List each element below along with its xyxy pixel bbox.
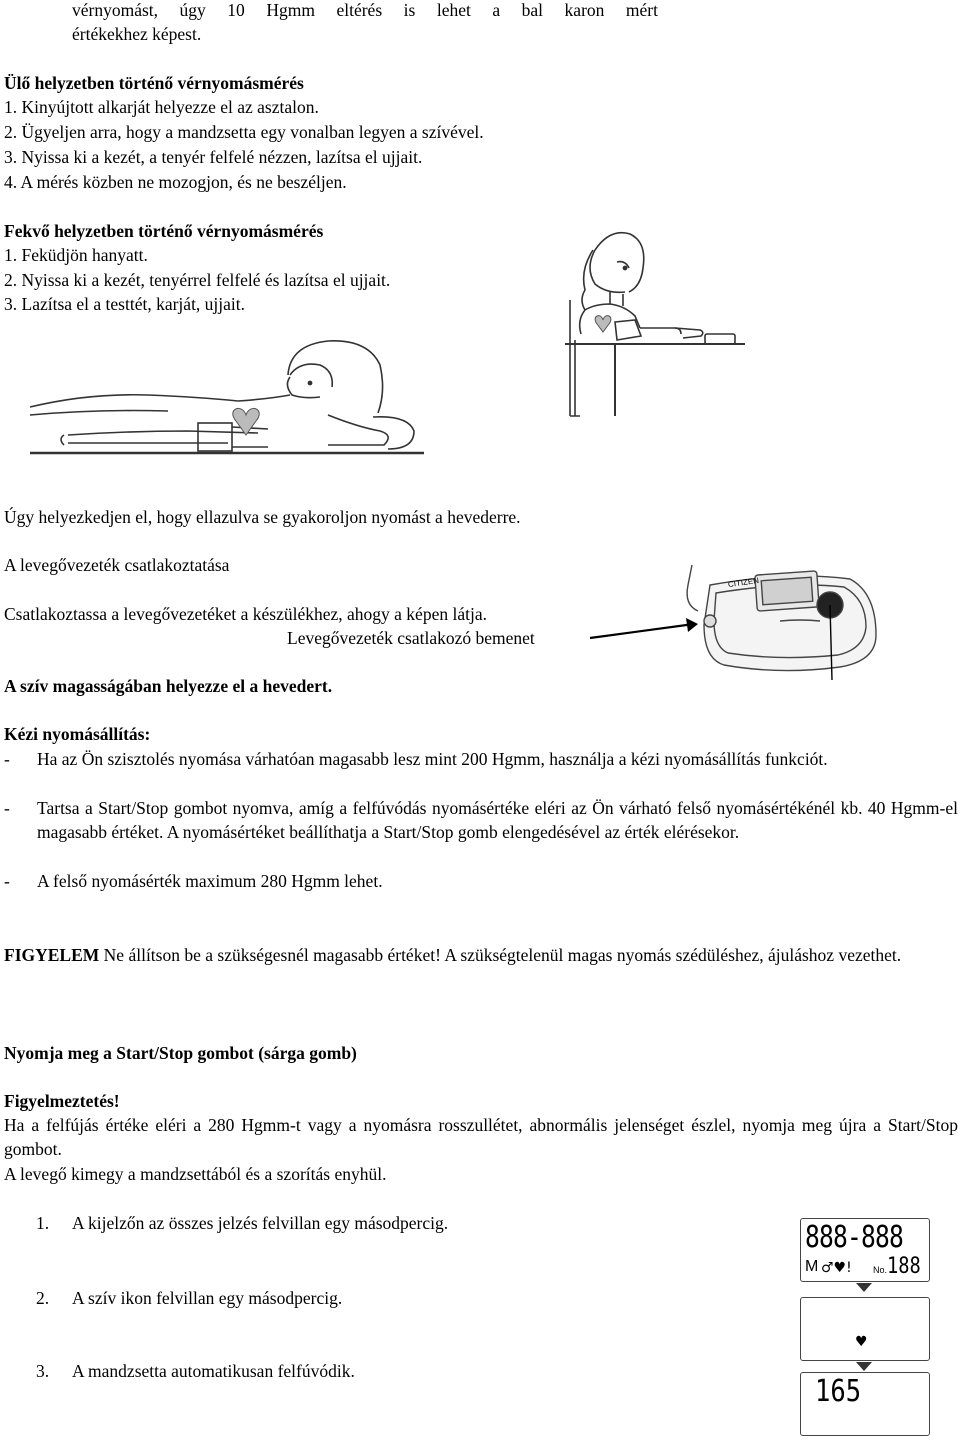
caution-title: Figyelmeztetés! — [4, 1091, 120, 1111]
intro-line-2: értékekhez képest. — [72, 24, 202, 44]
sitting-illustration — [555, 220, 755, 420]
lcd-memory-symbol: M — [805, 1258, 819, 1275]
lying-step-1: 1. Feküdjön hanyatt. — [4, 245, 148, 265]
sitting-step-2: 2. Ügyeljen arra, hogy a mandzsetta egy vonalban legyen a szívével. — [4, 122, 484, 142]
warning-paragraph — [4, 943, 954, 967]
manual-title: Kézi nyomásállítás: — [4, 724, 151, 744]
sitting-step-4: 4. A mérés közben ne mozogjon, és ne beszéljen. — [4, 172, 347, 192]
caution-text: Ha a felfújás értéke eléri a 280 Hgmm-t vagy a nyomásra rosszullétet, abnormális jelenséget észlel, nyomja meg újra a Start/Stop gombot. — [4, 1115, 958, 1159]
sequence-text-2: A szív ikon felvillan egy másodpercig. — [72, 1288, 343, 1308]
device-brand: CITIZEN — [727, 575, 760, 590]
lcd-no-label: No. — [873, 1265, 888, 1275]
arrow-down-icon — [856, 1362, 872, 1372]
lcd-display-all-segments — [800, 1218, 930, 1282]
air-tube-text: Csatlakoztassa a levegővezetéket a készülékhez, ahogy a képen látja. — [4, 604, 487, 624]
sitting-step-3: 3. Nyissa ki a kezét, a tenyér felfelé nézzen, lazítsa el ujjait. — [4, 147, 423, 167]
warning-label: FIGYELEM — [4, 945, 100, 965]
lcd-heart-icon: ♥ — [855, 1334, 868, 1350]
lcd-display-heart — [800, 1297, 930, 1361]
sequence-text-1: A kijelzőn az összes jelzés felvillan egy másodpercig. — [72, 1213, 449, 1233]
sequence-text-3: A mandzsetta automatikusan felfúvódik. — [72, 1361, 355, 1381]
device-illustration — [680, 565, 880, 680]
manual-item-1: - Ha az Ön szisztolés nyomása várhatóan magasabb lesz mint 200 Hgmm, használja a kézi nyomásállítás funkciót. — [4, 749, 828, 769]
press-button-text: Nyomja meg a Start/Stop gombot (sárga gomb) — [4, 1043, 357, 1063]
heart-level-text: A szív magasságában helyezze el a hevedert. — [4, 676, 333, 696]
air-tube-label: Levegővezeték csatlakozó bemenet — [287, 628, 535, 648]
lying-step-3: 3. Lazítsa el a testtét, karját, ujjait. — [4, 294, 246, 314]
lcd-display-inflating — [800, 1372, 930, 1436]
sitting-title: Ülő helyzetben történő vérnyomásmérés — [4, 73, 304, 93]
relax-text: Úgy helyezkedjen el, hogy ellazulva se gyakoroljon nyomást a hevederre. — [4, 507, 521, 527]
sequence-num-2: 2. — [36, 1288, 50, 1308]
sequence-num-1: 1. — [36, 1213, 50, 1233]
warning-text: Ne állítson be a szükségesnél magasabb értéket! A szükségtelenül magas nyomás szédüléshez, ájuláshoz vezethet. — [99, 945, 902, 965]
lying-title: Fekvő helyzetben történő vérnyomásmérés — [4, 221, 324, 241]
arrow-down-icon — [856, 1283, 872, 1293]
lcd-top-segments: 888-888 — [805, 1220, 903, 1255]
caution-text-2: A levegő kimegy a mandzsettából és a szorítás enyhül. — [4, 1164, 387, 1184]
air-tube-title: A levegővezeték csatlakoztatása — [4, 555, 230, 575]
manual-item-3: - A felső nyomásérték maximum 280 Hgmm lehet. — [4, 871, 383, 891]
sequence-num-3: 3. — [36, 1361, 50, 1381]
lying-illustration — [28, 335, 428, 460]
lcd-person-icon: ♂♥! — [821, 1260, 852, 1276]
intro-line-1: vérnyomást, úgy 10 Hgmm eltérés is lehet a bal karon mért — [72, 0, 658, 20]
sitting-step-1: 1. Kinyújtott alkarját helyezze el az asztalon. — [4, 97, 319, 117]
lying-step-2: 2. Nyissa ki a kezét, tenyérrel felfelé és lazítsa el ujjait. — [4, 270, 391, 290]
lcd-pressure-value: 165 — [815, 1374, 862, 1409]
lcd-count: 188 — [887, 1254, 921, 1279]
manual-item-2: - Tartsa a Start/Stop gombot nyomva, amíg a felfúvódás nyomásértéke eléri az Ön várható felső nyomásértékénél kb. 40 Hgmm-el magasabb értéket. A nyomásértéket beállíthatja a Start/Stop gomb elengedésével az érték elérésekor. — [4, 798, 958, 842]
